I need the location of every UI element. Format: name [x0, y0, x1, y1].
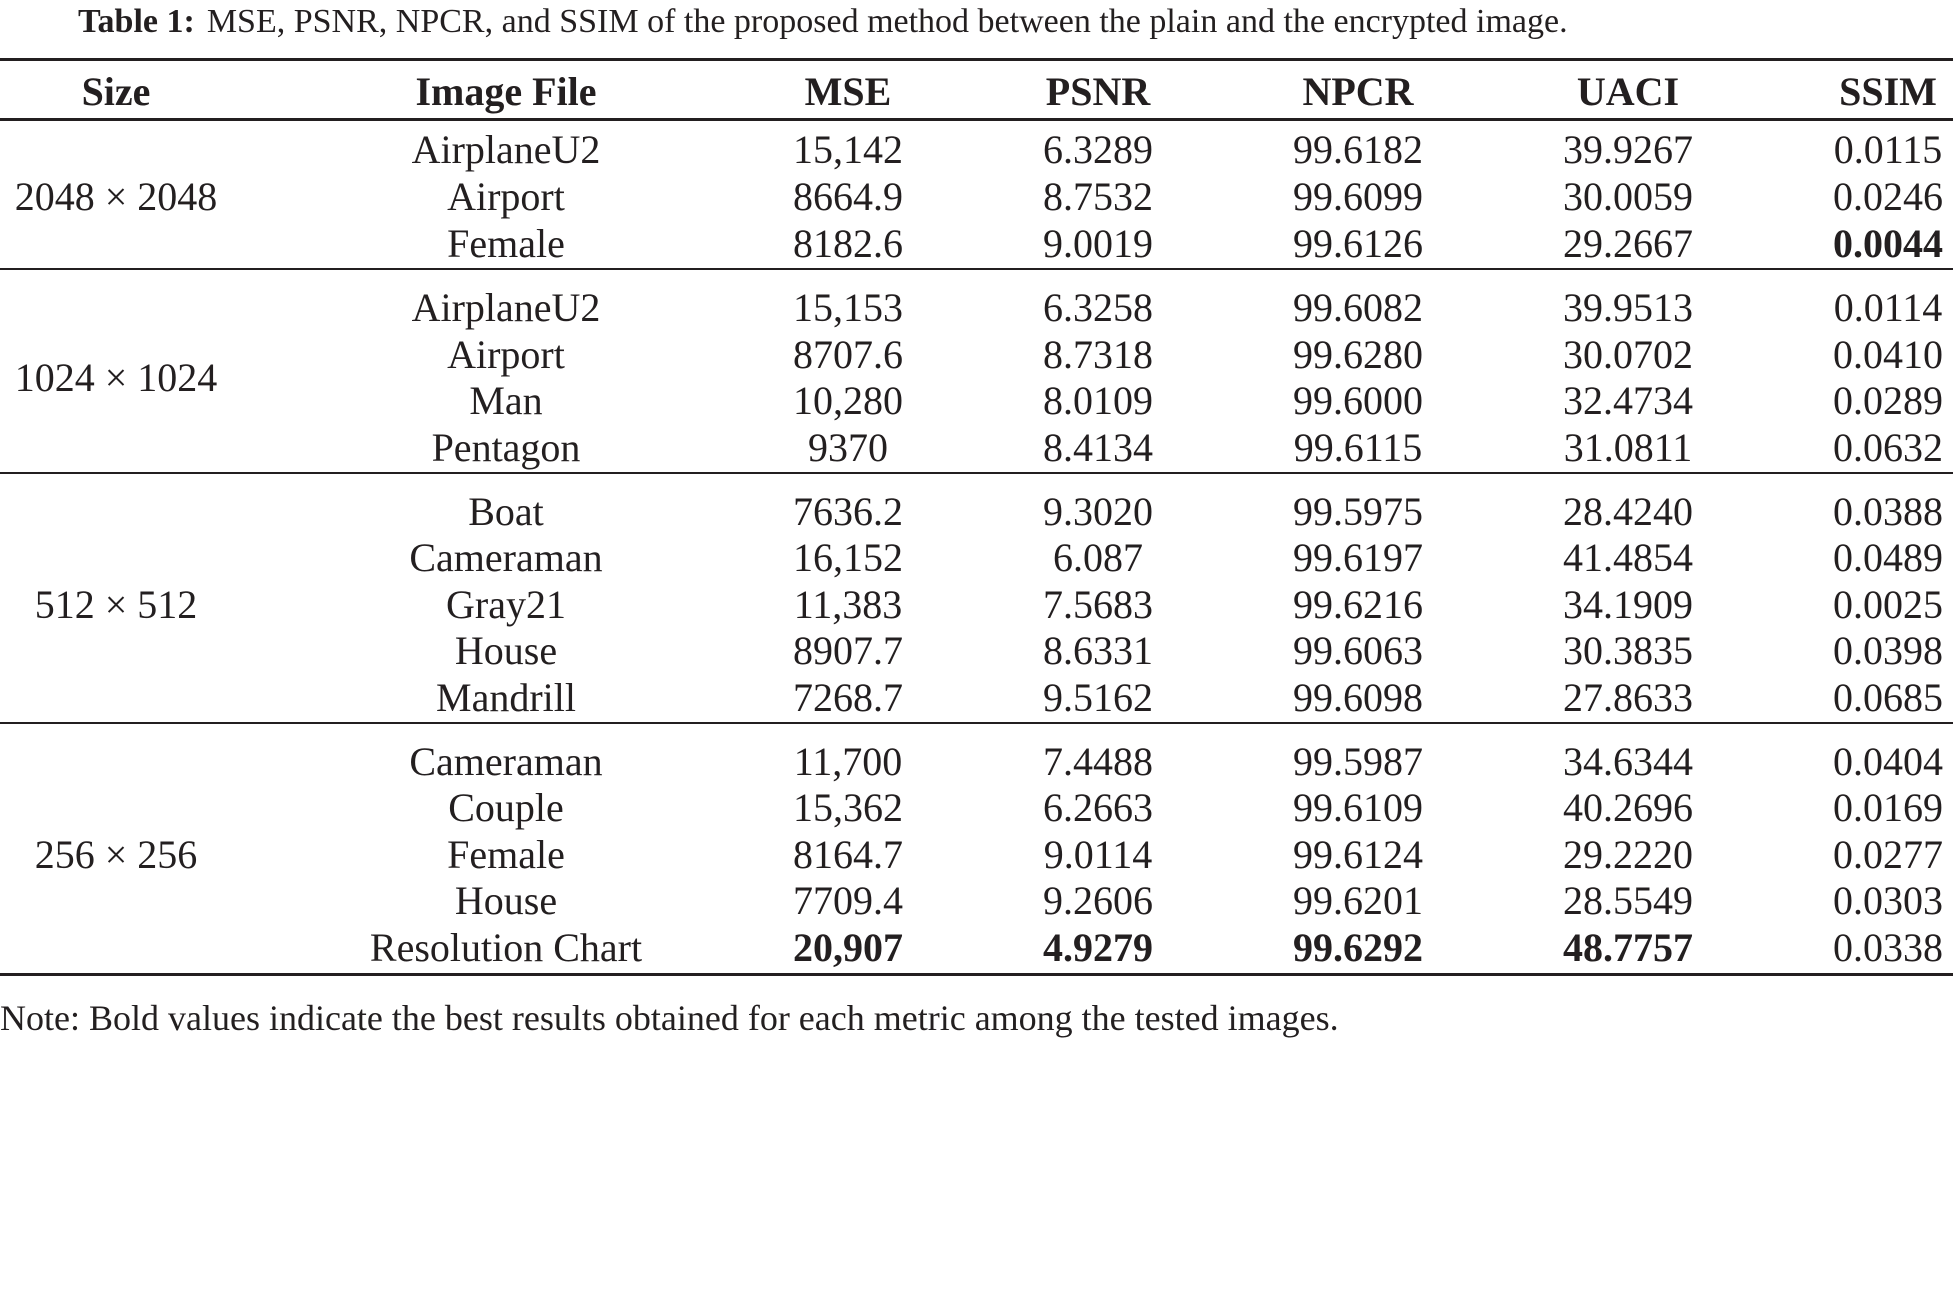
cell-ssim: 0.0338 [1833, 925, 1943, 970]
caption-label: Table 1: [78, 3, 195, 40]
cell-mse-best: 20,907 [793, 925, 903, 970]
header-npcr: NPCR [1302, 69, 1414, 114]
cell-image-file: Cameraman [409, 535, 603, 580]
cell-uaci: 34.1909 [1563, 582, 1693, 627]
cell-mse: 10,280 [793, 378, 903, 423]
cell-npcr: 99.6098 [1293, 675, 1423, 720]
cell-image-file: AirplaneU2 [411, 127, 601, 172]
header-ssim: SSIM [1839, 69, 1937, 114]
header-uaci: UACI [1576, 69, 1680, 114]
cell-uaci: 29.2220 [1563, 832, 1693, 877]
cell-uaci: 31.0811 [1563, 425, 1693, 470]
cell-mse: 8182.6 [793, 221, 903, 266]
cell-uaci: 30.3835 [1563, 628, 1693, 673]
cell-mse: 7636.2 [793, 489, 903, 534]
group-size-label: 1024 × 1024 [14, 355, 218, 400]
cell-npcr: 99.6182 [1293, 127, 1423, 172]
cell-ssim: 0.0115 [1833, 127, 1943, 172]
cell-psnr-best: 4.9279 [1043, 925, 1153, 970]
cell-npcr: 99.6124 [1293, 832, 1423, 877]
cell-psnr: 9.0019 [1043, 221, 1153, 266]
table-caption [78, 0, 1568, 44]
cell-mse: 8164.7 [793, 832, 903, 877]
cell-uaci: 32.4734 [1563, 378, 1693, 423]
cell-uaci: 40.2696 [1563, 785, 1693, 830]
cell-uaci: 39.9513 [1563, 285, 1693, 330]
caption-text: MSE, PSNR, NPCR, and SSIM of the proposed method between the plain and the encrypted image. [206, 3, 1568, 40]
cell-uaci: 30.0702 [1563, 332, 1693, 377]
cell-npcr: 99.6126 [1293, 221, 1423, 266]
header-psnr: PSNR [1045, 69, 1151, 114]
cell-image-file: Boat [468, 489, 544, 534]
header-size: Size [81, 69, 151, 114]
cell-ssim: 0.0246 [1833, 174, 1943, 219]
group-size-label: 2048 × 2048 [14, 174, 218, 219]
table-bottom-rule [0, 973, 1953, 976]
cell-npcr: 99.6082 [1293, 285, 1423, 330]
cell-npcr: 99.5975 [1293, 489, 1423, 534]
cell-image-file: Cameraman [409, 739, 603, 784]
cell-psnr: 9.0114 [1043, 832, 1153, 877]
cell-image-file: House [454, 878, 558, 923]
cell-psnr: 6.3289 [1043, 127, 1153, 172]
cell-ssim: 0.0277 [1833, 832, 1943, 877]
cell-uaci: 41.4854 [1563, 535, 1693, 580]
cell-mse: 8707.6 [793, 332, 903, 377]
group-size-label: 512 × 512 [34, 582, 198, 627]
cell-psnr: 6.2663 [1043, 785, 1153, 830]
cell-uaci: 27.8633 [1563, 675, 1693, 720]
cell-mse: 15,142 [793, 127, 903, 172]
cell-image-file: Gray21 [446, 582, 566, 627]
cell-image-file: Airport [447, 332, 565, 377]
cell-ssim: 0.0410 [1833, 332, 1943, 377]
group-size-label: 256 × 256 [34, 832, 198, 877]
cell-psnr: 8.6331 [1043, 628, 1153, 673]
cell-mse: 9370 [808, 425, 888, 470]
cell-mse: 16,152 [793, 535, 903, 580]
cell-psnr: 9.3020 [1043, 489, 1153, 534]
group-separator-rule [0, 722, 1953, 724]
cell-psnr: 8.0109 [1043, 378, 1153, 423]
cell-npcr: 99.6115 [1293, 425, 1423, 470]
table-top-rule [0, 58, 1953, 61]
cell-image-file: Couple [448, 785, 564, 830]
cell-mse: 11,383 [793, 582, 903, 627]
cell-mse: 15,362 [793, 785, 903, 830]
cell-image-file: AirplaneU2 [411, 285, 601, 330]
cell-psnr: 7.4488 [1043, 739, 1153, 784]
cell-npcr-best: 99.6292 [1293, 925, 1423, 970]
cell-mse: 15,153 [793, 285, 903, 330]
cell-psnr: 9.2606 [1043, 878, 1153, 923]
cell-mse: 8907.7 [793, 628, 903, 673]
header-rule [0, 118, 1953, 121]
cell-uaci: 28.4240 [1563, 489, 1693, 534]
cell-uaci-best: 48.7757 [1563, 925, 1693, 970]
group-separator-rule [0, 472, 1953, 474]
cell-image-file: House [454, 628, 558, 673]
cell-image-file: Mandrill [436, 675, 576, 720]
cell-npcr: 99.6280 [1293, 332, 1423, 377]
cell-ssim: 0.0388 [1833, 489, 1943, 534]
table-note: Note: Bold values indicate the best results obtained for each metric among the tested images. [0, 998, 1339, 1038]
cell-psnr: 8.4134 [1043, 425, 1153, 470]
cell-mse: 7709.4 [793, 878, 903, 923]
cell-uaci: 30.0059 [1563, 174, 1693, 219]
cell-npcr: 99.6216 [1293, 582, 1423, 627]
group-separator-rule [0, 268, 1953, 270]
cell-psnr: 8.7318 [1043, 332, 1153, 377]
cell-psnr: 7.5683 [1043, 582, 1153, 627]
cell-uaci: 29.2667 [1563, 221, 1693, 266]
cell-image-file: Female [447, 221, 565, 266]
cell-ssim: 0.0025 [1833, 582, 1943, 627]
cell-uaci: 28.5549 [1563, 878, 1693, 923]
cell-psnr: 8.7532 [1043, 174, 1153, 219]
cell-psnr: 6.3258 [1043, 285, 1153, 330]
header-image-file: Image File [415, 69, 597, 114]
cell-ssim: 0.0303 [1833, 878, 1943, 923]
cell-ssim: 0.0398 [1833, 628, 1943, 673]
cell-ssim: 0.0289 [1833, 378, 1943, 423]
cell-ssim: 0.0632 [1833, 425, 1943, 470]
cell-image-file: Female [447, 832, 565, 877]
cell-ssim: 0.0489 [1833, 535, 1943, 580]
cell-npcr: 99.6197 [1293, 535, 1423, 580]
cell-npcr: 99.5987 [1293, 739, 1423, 784]
cell-image-file: Man [469, 378, 543, 423]
cell-image-file: Pentagon [431, 425, 581, 470]
cell-npcr: 99.6063 [1293, 628, 1423, 673]
cell-image-file: Resolution Chart [369, 925, 643, 970]
cell-ssim: 0.0114 [1833, 285, 1943, 330]
cell-ssim: 0.0685 [1833, 675, 1943, 720]
cell-npcr: 99.6000 [1293, 378, 1423, 423]
cell-ssim: 0.0169 [1833, 785, 1943, 830]
cell-mse: 11,700 [793, 739, 903, 784]
cell-mse: 7268.7 [793, 675, 903, 720]
cell-npcr: 99.6201 [1293, 878, 1423, 923]
cell-image-file: Airport [447, 174, 565, 219]
cell-psnr: 9.5162 [1043, 675, 1153, 720]
cell-psnr: 6.087 [1053, 535, 1143, 580]
cell-npcr: 99.6109 [1293, 785, 1423, 830]
cell-mse: 8664.9 [793, 174, 903, 219]
cell-uaci: 34.6344 [1563, 739, 1693, 784]
cell-ssim: 0.0404 [1833, 739, 1943, 784]
cell-npcr: 99.6099 [1293, 174, 1423, 219]
cell-uaci: 39.9267 [1563, 127, 1693, 172]
cell-ssim-best: 0.0044 [1833, 221, 1943, 266]
header-mse: MSE [804, 69, 892, 114]
